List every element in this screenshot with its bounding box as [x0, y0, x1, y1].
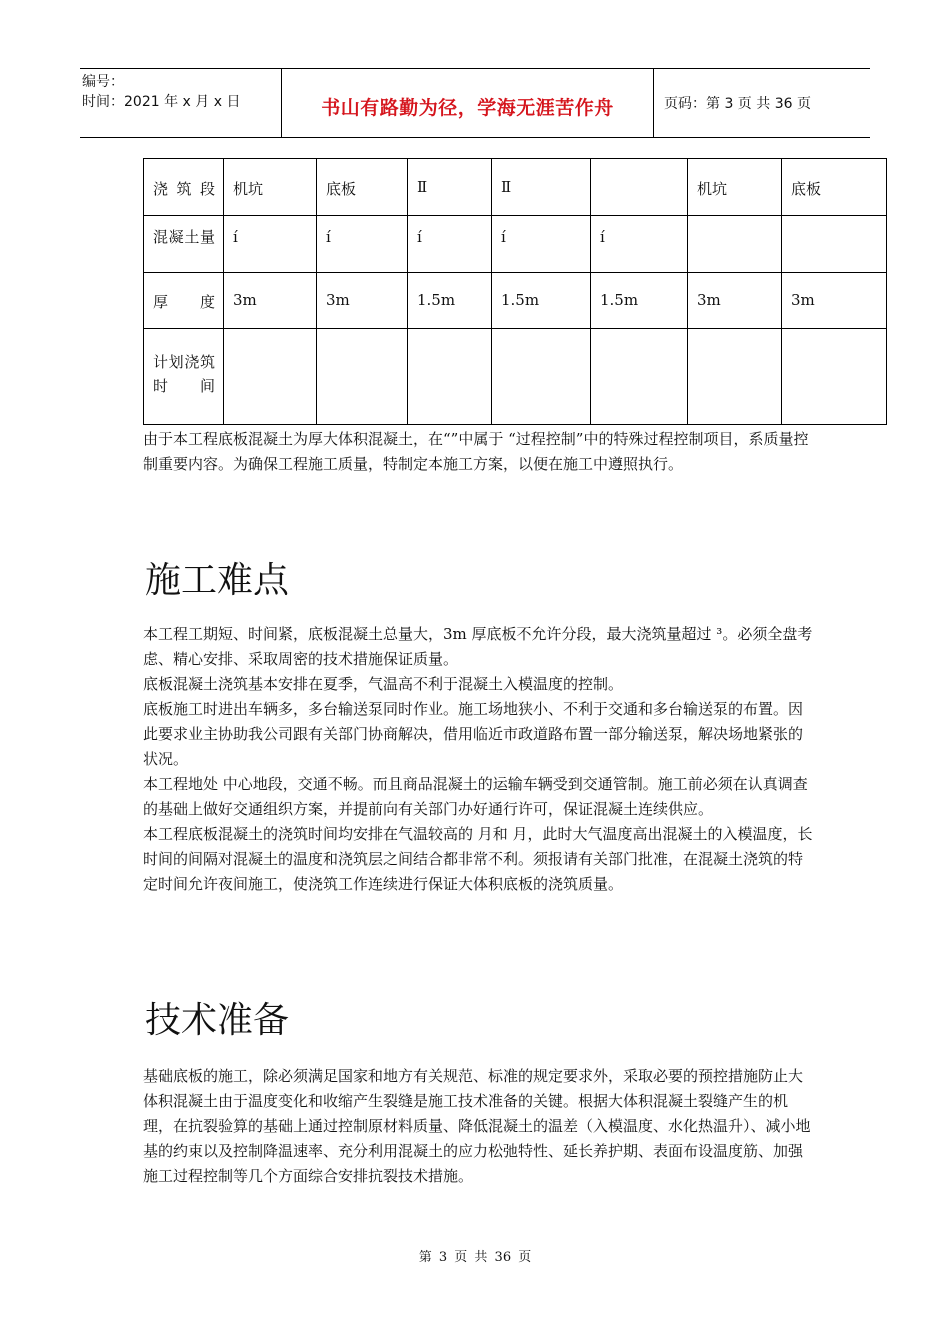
table-cell: 底板	[317, 159, 408, 216]
page-footer: 第 3 页 共 36 页	[418, 1250, 532, 1265]
paragraph: 底板混凝土浇筑基本安排在夏季，气温高不利于混凝土入模温度的控制。	[143, 675, 624, 693]
table-cell: 1.5m	[591, 273, 688, 329]
header-motto-cell	[281, 69, 654, 137]
table-cell	[688, 216, 782, 273]
table-cell	[408, 329, 492, 425]
header-motto: 书山有路勤为径，学海无涯苦作舟	[321, 97, 614, 119]
section-heading-difficulties: 施工难点	[145, 560, 290, 601]
header-meta	[80, 69, 281, 137]
table-cell: í	[408, 216, 492, 273]
table-row	[144, 216, 887, 273]
table-cell: 3m	[782, 273, 887, 329]
table-row	[144, 329, 887, 425]
header-page-info: 页码：第 3 页 共 36 页	[664, 96, 811, 112]
table-cell: 3m	[688, 273, 782, 329]
row-label: 混凝土量	[144, 216, 224, 273]
intro-paragraph: 由于本工程底板混凝土为厚大体积混凝土，在“”中属于 “过程控制”中的特殊过程控制项目，系质量控制重要内容。为确保工程施工质量，特制定本施工方案，以便在施工中遵照执行。	[143, 430, 809, 473]
row-label: 厚度	[144, 273, 224, 329]
table-cell: Ⅱ	[492, 159, 591, 216]
table-cell	[688, 329, 782, 425]
pouring-schedule-table	[143, 158, 887, 425]
table-cell: 机坑	[224, 159, 317, 216]
table-cell: 底板	[782, 159, 887, 216]
section-heading-tech-prep: 技术准备	[145, 1000, 290, 1041]
table-cell: í	[224, 216, 317, 273]
document-number-label: 编号：	[82, 74, 124, 90]
table-cell	[317, 329, 408, 425]
table-cell	[591, 329, 688, 425]
table-cell: í	[317, 216, 408, 273]
document-date: 时间：2021 年 x 月 x 日	[82, 94, 241, 110]
table-cell: í	[591, 216, 688, 273]
table-cell: 机坑	[688, 159, 782, 216]
table-cell: 1.5m	[408, 273, 492, 329]
table-cell: Ⅱ	[408, 159, 492, 216]
row-label: 浇筑段	[144, 159, 224, 216]
difficulties-body	[143, 622, 813, 897]
paragraph: 本工程工期短、时间紧，底板混凝土总量大，3m 厚底板不允许分段，最大浇筑量超过 ³。必须全盘考虑、精心安排、采取周密的技术措施保证质量。	[143, 625, 813, 668]
paragraph: 底板施工时进出车辆多，多台输送泵同时作业。施工场地狭小、不利于交通和多台输送泵的布置。因此要求业主协助我公司跟有关部门协商解决，借用临近市政道路布置一部分输送泵，解决场地紧张的状况。	[143, 700, 804, 768]
paragraph: 本工程底板混凝土的浇筑时间均安排在气温较高的 月和 月，此时大气温度高出混凝土的入模温度，长时间的间隔对混凝土的温度和浇筑层之间结合都非常不利。须报请有关部门批准，在混凝土浇筑的特定时间允许夜间施工，使浇筑工作连续进行保证大体积底板的浇筑质量。	[143, 825, 813, 893]
table-cell	[224, 329, 317, 425]
table-row	[144, 273, 887, 329]
table-cell	[782, 329, 887, 425]
row-label: 计划浇筑时间	[144, 329, 224, 425]
page-header	[80, 68, 870, 138]
paragraph: 本工程地处 中心地段，交通不畅。而且商品混凝土的运输车辆受到交通管制。施工前必须在认真调查的基础上做好交通组织方案，并提前向有关部门办好通行许可，保证混凝土连续供应。	[143, 775, 808, 818]
table-cell: 3m	[317, 273, 408, 329]
table-cell: 1.5m	[492, 273, 591, 329]
tech-prep-paragraph: 基础底板的施工，除必须满足国家和地方有关规范、标准的规定要求外，采取必要的预控措施防止大体积混凝土由于温度变化和收缩产生裂缝是施工技术准备的关键。根据大体积混凝土裂缝产生的机理，在抗裂验算的基础上通过控制原材料质量、降低混凝土的温差（入模温度、水化热温升）、减小地基的约束以及控制降温速率、充分利用混凝土的应力松弛特性、延长养护期、表面布设温度筋、加强施工过程控制等几个方面综合安排抗裂技术措施。	[143, 1067, 811, 1185]
table-cell: í	[492, 216, 591, 273]
table-cell	[591, 159, 688, 216]
table-cell	[782, 216, 887, 273]
table-cell	[492, 329, 591, 425]
table-cell: 3m	[224, 273, 317, 329]
table-row	[144, 159, 887, 216]
